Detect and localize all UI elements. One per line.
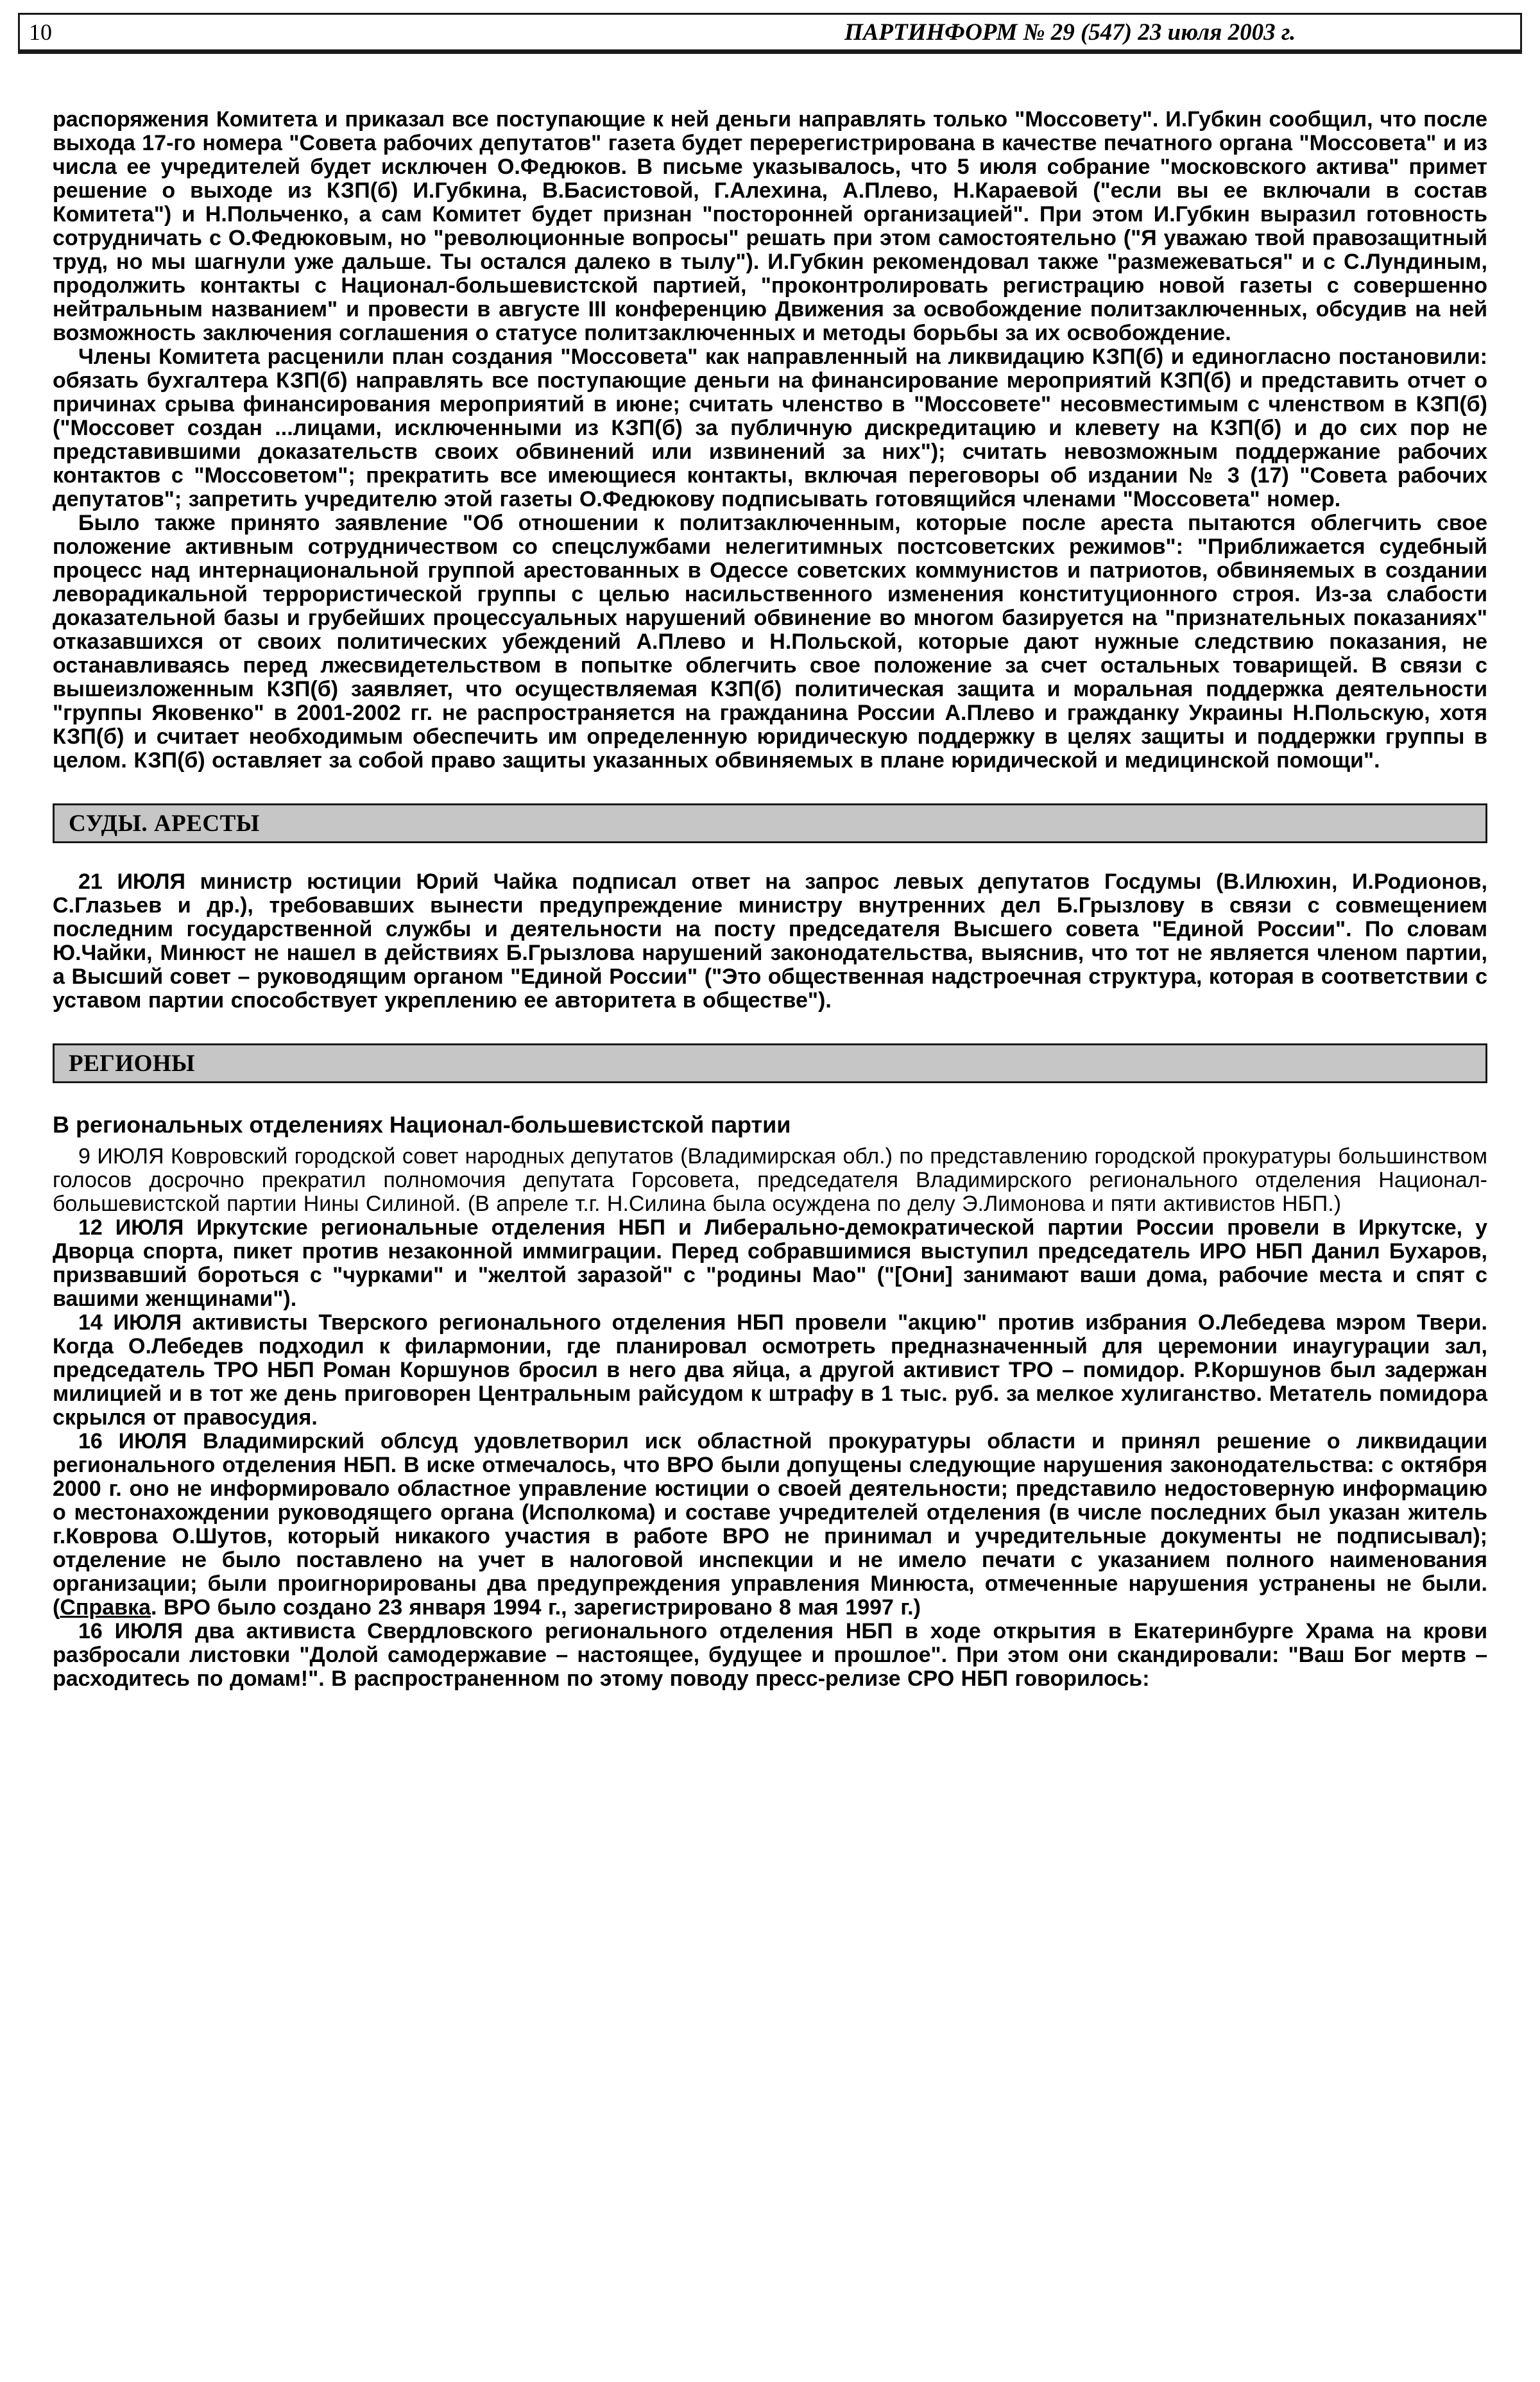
page-number: 10 — [29, 19, 52, 45]
paragraph-9-july-kovrov: 9 ИЮЛЯ Ковровский городской совет народных депутатов (Владимирская обл.) по представлению городской прокуратуры большинством голосов досрочно прекратил полномочия депутата Горсовета, председателя Владимирского регионального отделения Национал-большевистской партии Нины Силиной. (В апреле т.г. Н.Силина была осуждена по делу Э.Лимонова и пяти активистов НБП.) — [53, 1144, 1487, 1216]
section-title: РЕГИОНЫ — [69, 1050, 195, 1077]
paragraph-statement-political-prisoners: Было также принято заявление "Об отношении к политзаключенным, которые после ареста пытаются облегчить свое положение активным сотрудничеством со спецслужбами нелегитимных постсоветских режимов": "Приближается судебный процесс над интернациональной группой арестованных в Одессе советских коммунистов и патриотов, обвиняемых в создании леворадикальной террористической группы с целью насильственного изменения конституционного строя. Из-за слабости доказательной базы и грубейших процессуальных нарушений обвинение во многом базируется на "признательных показаниях" отказавшихся от своих политических убеждений А.Плево и Н.Польской, которые дают нужные следствию показания, не останавливаясь перед лжесвидетельством в попытке облегчить свое положение за счет остальных товарищей. В связи с вышеизложенным КЗП(б) заявляет, что осуществляемая КЗП(б) политическая защита и моральная поддержка деятельности "группы Яковенко" в 2001-2002 гг. не распространяется на гражданина России А.Плево и гражданку Украины Н.Польскую, хотя КЗП(б) и считает необходимым обеспечить им определенную юридическую поддержку в целях защиты и поддержки группы в целом. КЗП(б) оставляет за собой право защиты указанных обвиняемых в плане юридической и медицинской помощи". — [53, 511, 1487, 773]
paragraph-text: . ВРО было создано 23 января 1994 г., зарегистрировано 8 мая 1997 г.) — [150, 1595, 921, 1620]
section-title: СУДЫ. АРЕСТЫ — [69, 810, 260, 837]
issue-title: ПАРТИНФОРМ № 29 (547) 23 июля 2003 г. — [844, 19, 1296, 46]
section-header-regions — [53, 1043, 1487, 1083]
page-body — [18, 108, 1522, 1691]
paragraph-committee-money-order: распоряжения Комитета и приказал все поступающие к ней деньги направлять только "Моссовету". И.Губкин сообщил, что после выхода 17-го номера "Совета рабочих депутатов" газета будет перерегистрирована в качестве печатного органа "Моссовета" и из числа ее учредителей будет исключен О.Федюков. В письме указывалось, что 5 июля собрание "московского актива" примет решение о выходе из КЗП(б) И.Губкина, В.Басистовой, Г.Алехина, А.Плево, Н.Караевой ("если вы ее включали в состав Комитета") и Н.Польченко, а сам Комитет будет признан "посторонней организацией". При этом И.Губкин выразил готовность сотрудничать с О.Федюковым, но "революционные вопросы" решать при этом самостоятельно ("Я уважаю твой правозащитный труд, но мы шагнули уже дальше. Ты остался далеко в тылу"). И.Губкин рекомендовал также "размежеваться" и с С.Лундиным, продолжить контакты с Национал-большевистской партией, "проконтролировать регистрацию новой газеты с совершенно нейтральным названием" и провести в августе III конференцию Движения за освобождение политзаключенных, обсудив на ней возможность заключения соглашения о статусе политзаключенных и методы борьбы за их освобождение. — [53, 107, 1487, 345]
paragraph-21-july-chaika: 21 ИЮЛЯ министр юстиции Юрий Чайка подписал ответ на запрос левых депутатов Госдумы (В.Илюхин, И.Родионов, С.Глазьев и др.), требовавших вынести предупреждение министру внутренних дел Б.Грызлову в связи с совмещением последним государственной службы и деятельности на посту председателя Высшего совета "Единой России". По словам Ю.Чайки, Минюст не нашел в действиях Б.Грызлова нарушений законодательства, выяснив, что тот не является членом партии, а Высший совет – руководящим органом "Единой России" ("Это общественная надстроечная структура, которая в соответствии с уставом партии способствует укреплению ее авторитета в обществе"). — [53, 870, 1487, 1013]
subsection-title-nbp-regional: В региональных отделениях Национал-большевистской партии — [53, 1111, 791, 1138]
paragraph-14-july-tver: 14 ИЮЛЯ активисты Тверского регионального отделения НБП провели "акцию" против избрания О.Лебедева мэром Твери. Когда О.Лебедев подходил к филармонии, где планировал осмотреть предназначенный для церемонии инаугурации зал, председатель ТРО НБП Роман Коршунов бросил в него два яйца, а другой активист ТРО – помидор. Р.Коршунов был задержан милицией и в тот же день приговорен Центральным райсудом к штрафу в 1 тыс. руб. за мелкое хулиганство. Метатель помидора скрылся от правосудия. — [53, 1310, 1487, 1430]
paragraph-16-july-ekaterinburg: 16 ИЮЛЯ два активиста Свердловского регионального отделения НБП в ходе открытия в Екатеринбурге Храма на крови разбросали листовки "Долой самодержавие – настоящее, будущее и прошлое". При этом они скандировали: "Ваш Бог мертв – расходитесь по домам!". В распространенном по этому поводу пресс-релизе СРО НБП говорилось: — [53, 1619, 1487, 1691]
page-header — [18, 13, 1522, 54]
section-header-courts-arrests — [53, 803, 1487, 843]
paragraph-16-july-liquidation — [53, 1430, 1487, 1620]
reference-note-underlined: Справка — [60, 1595, 151, 1620]
paragraph-12-july-irkutsk: 12 ИЮЛЯ Иркутские региональные отделения НБП и Либерально-демократической партии России провели в Иркутске, у Дворца спорта, пикет против незаконной иммиграции. Перед собравшимися выступил председатель ИРО НБП Данил Бухаров, призвавший бороться с "чурками" и "желтой заразой" с "родины Мао" ("[Они] занимают ваши дома, рабочие места и спят с вашими женщинами"). — [53, 1215, 1487, 1311]
paragraph-committee-resolution: Члены Комитета расценили план создания "Моссовета" как направленный на ликвидацию КЗП(б) и единогласно постановили: обязать бухгалтера КЗП(б) направлять все поступающие деньги на финансирование мероприятий КЗП(б) и представить отчет о причинах срыва финансирования мероприятий в июне; считать членство в "Моссовете" несовместимым с членством в КЗП(б) ("Моссовет создан ...лицами, исключенными из КЗП(б) за публичную дискредитацию и клевету на КЗП(б) и до сих пор не представившими доказательств своих обвинений или извинений за них"); считать невозможным поддержание рабочих контактов с "Моссоветом"; прекратить все имеющиеся контакты, включая переговоры об издании № 3 (17) "Совета рабочих депутатов"; запретить учредителю этой газеты О.Федюкову подписывать готовящийся членами "Моссовета" номер. — [53, 345, 1487, 511]
paragraph-text: 16 ИЮЛЯ Владимирский облсуд удовлетворил иск областной прокуратуры области и принял решение о ликвидации регионального отделения НБП. В иске отмечалось, что ВРО были допущены следующие нарушения законодательства: с октября 2000 г. оно не информировало областное управление юстиции о своей деятельности; представило недостоверную информацию о местонахождении руководящего органа (Исполкома) и составе учредителей отделения (в числе последних был указан житель г.Коврова О.Шутов, который никакого участия в работе ВРО не принимал и учредительные документы не подписывал); отделение не было поставлено на учет в налоговой инспекции и не имело печати с указанием полного наименования организации; были проигнорированы два предупреждения управления Минюста, отмеченные нарушения устранены не были. ( — [53, 1429, 1487, 1620]
